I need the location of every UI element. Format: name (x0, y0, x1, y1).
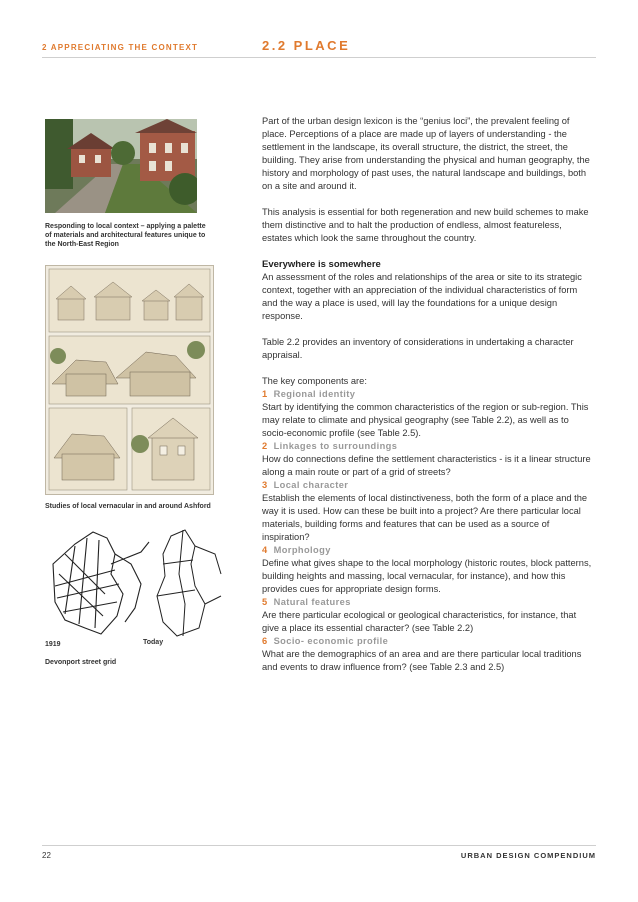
key-component (262, 440, 592, 479)
street-photo-image (45, 119, 197, 213)
vernacular-sketches-image (46, 266, 213, 494)
key-component-number: 2 (262, 441, 268, 451)
key-component-title-text: Regional identity (273, 389, 356, 399)
intro-paragraph: Part of the urban design lexicon is the “genius loci”, the prevalent feeling of place. Perceptions of a place are made up of layers of understanding - the settlement in the landscape, its overall structure, the district, the street, the building. They arise from understanding the physical and human geography, the history and morphology of past uses, the natural landscape and buildings, both on a site and around it. (262, 116, 590, 191)
key-component (262, 388, 592, 440)
key-component-title (262, 440, 592, 453)
key-component-title (262, 479, 592, 492)
page-number: 22 (42, 851, 51, 860)
main-text-column (262, 115, 592, 674)
key-component-text: How do connections define the settlement characteristics - is it a linear structure along a main route or part of a grid of streets? (262, 454, 591, 477)
page-title: 2.2 PLACE (262, 38, 351, 53)
key-component-number: 4 (262, 545, 268, 555)
street-photo (45, 119, 197, 213)
key-component-number: 1 (262, 389, 268, 399)
assessment-paragraph: An assessment of the roles and relationships of the area or site to its strategic context, together with an appreciation of the individual characteristics of form and the way a place is used, will lay the foundations for a unique design response. (262, 272, 582, 321)
key-component-text: Establish the elements of local distinctiveness, both the form of a place and the way it is used. How can these be built into a project? Are there particular local materials, building forms and features that can be used as a source of inspiration? (262, 493, 588, 542)
photo-caption: Responding to local context – applying a palette of materials and architectural features unique to the North-East Region (45, 223, 206, 248)
key-component-text: Define what gives shape to the local morphology (historic routes, block patterns, building heights and massing, local vernacular, for instance), and how this provides cues for appropriate design forms. (262, 558, 592, 594)
vernacular-sketches (45, 265, 214, 495)
key-component-number: 3 (262, 480, 268, 490)
key-components-intro: The key components are: (262, 376, 367, 386)
publication-title: URBAN DESIGN COMPENDIUM (460, 851, 596, 860)
key-component-title-text: Local character (273, 480, 349, 490)
section-label: 2 APPRECIATING THE CONTEXT (42, 43, 199, 52)
map-caption: Devonport street grid (45, 659, 117, 666)
key-component-number: 5 (262, 597, 268, 607)
subheading-everywhere: Everywhere is somewhere (262, 259, 381, 270)
key-component-title-text: Morphology (273, 545, 331, 555)
key-component-title (262, 544, 592, 557)
key-component-text: Start by identifying the common characteristics of the region or sub-region. This may relate to climate and physical geography (see Table 2.2), as well as to socio-economic profile (see Table 2.5). (262, 402, 589, 438)
key-component-number: 6 (262, 636, 268, 646)
inventory-paragraph: Table 2.2 provides an inventory of considerations in undertaking a character appraisal. (262, 337, 574, 360)
key-component-text: Are there particular ecological or geological characteristics, for instance, that give a place its essential character? (see Table 2.2) (262, 610, 577, 633)
key-component-title (262, 596, 592, 609)
key-component (262, 544, 592, 596)
street-grid-maps (45, 524, 225, 644)
analysis-paragraph: This analysis is essential for both regeneration and new build schemes to make them distinctive and to halt the production of endless, almost featureless, estates which look the same throughout the country. (262, 207, 589, 243)
map-label-1919: 1919 (45, 641, 61, 648)
key-component-text: What are the demographics of an area and are there particular local traditions and events to draw influence from? (see Table 2.3 and 2.5) (262, 649, 582, 672)
key-component (262, 479, 592, 544)
street-grid-maps-image (45, 524, 225, 644)
sketch-caption: Studies of local vernacular in and around Ashford (45, 503, 211, 510)
key-component-title-text: Socio- economic profile (273, 636, 389, 646)
key-component-title (262, 388, 592, 401)
footer-rule (42, 845, 596, 846)
header-rule (42, 57, 596, 58)
key-component-title-text: Natural features (273, 597, 351, 607)
key-component (262, 635, 592, 674)
map-label-today: Today (143, 639, 164, 646)
key-component-title (262, 635, 592, 648)
key-component (262, 596, 592, 635)
key-component-title-text: Linkages to surroundings (273, 441, 398, 451)
